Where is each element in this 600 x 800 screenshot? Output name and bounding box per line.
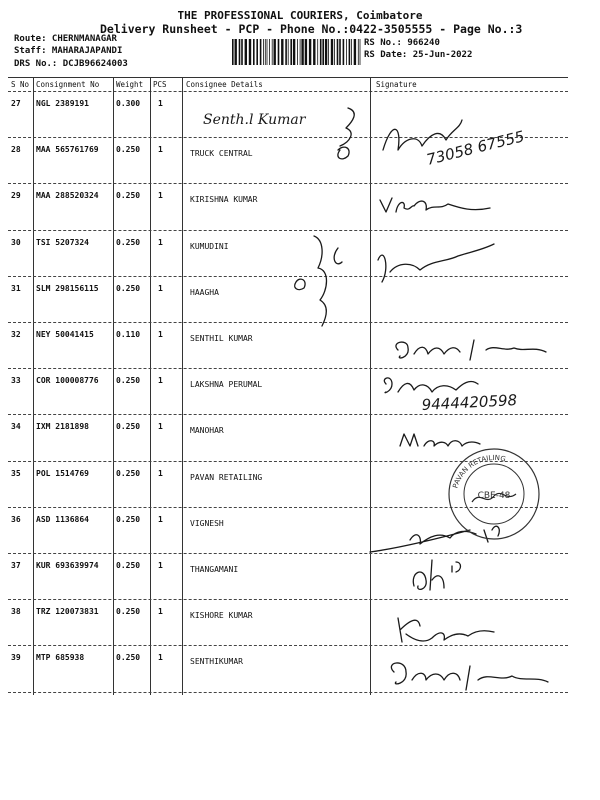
row-weight: 0.250 — [116, 607, 141, 617]
staff-label: Staff: MAHARAJAPANDI — [14, 46, 123, 56]
row-sno: 27 — [11, 99, 21, 108]
row-sno: 36 — [11, 514, 21, 524]
row-separator — [8, 230, 568, 231]
row-consignment: KUR 693639974 — [36, 561, 99, 570]
row-consignment: MTP 685938 — [36, 653, 85, 663]
row-consignment: TRZ 120073831 — [36, 607, 99, 617]
handwritten-phone-33: 9444420598 — [421, 391, 518, 414]
row-pcs: 1 — [158, 514, 163, 524]
row-consignee: SENTHIL KUMAR — [190, 334, 253, 343]
row-weight: 0.250 — [116, 514, 141, 524]
row-consignment: IXM 2181898 — [36, 422, 89, 432]
company-title: THE PROFESSIONAL COURIERS, Coimbatore — [177, 9, 423, 22]
row-consignment: ASD 1136864 — [36, 514, 89, 524]
row-consignee: KISHORE KUMAR — [190, 611, 253, 621]
col-divider — [150, 77, 151, 695]
row-sno: 31 — [11, 283, 21, 293]
row-consignee: KUMUDINI — [190, 241, 229, 251]
row-separator — [8, 645, 568, 646]
row-weight: 0.250 — [116, 145, 141, 155]
row-pcs: 1 — [158, 376, 163, 386]
row-consignee: SENTHIKUMAR — [190, 657, 243, 667]
col-sno: S No — [11, 80, 30, 89]
row-weight: 0.250 — [116, 283, 141, 293]
row-pcs: 1 — [158, 237, 163, 247]
rs-date: RS Date: 25-Jun-2022 — [364, 50, 473, 60]
row-pcs: 1 — [158, 422, 163, 432]
company-stamp — [446, 446, 542, 542]
col-divider — [182, 77, 183, 695]
row-weight: 0.250 — [116, 653, 141, 663]
barcode — [232, 39, 362, 65]
row-separator — [8, 599, 568, 600]
row-sno: 32 — [11, 330, 21, 339]
table-top-rule — [8, 77, 568, 78]
row-weight: 0.250 — [116, 422, 141, 432]
col-pcs: PCS — [153, 80, 167, 89]
row-weight: 0.250 — [116, 376, 141, 386]
row-consignee: VIGNESH — [190, 518, 224, 528]
row-pcs: 1 — [158, 561, 163, 570]
row-pcs: 1 — [158, 145, 163, 155]
row-sno: 34 — [11, 422, 21, 432]
row-weight: 0.250 — [116, 237, 141, 247]
row-separator — [8, 368, 568, 369]
row-consignment: MAA 288520324 — [36, 191, 99, 201]
row-consignment: MAA 565761769 — [36, 145, 99, 155]
handwritten-phone-28: 73058 67555 — [424, 127, 527, 169]
row-consignment: POL 1514769 — [36, 468, 89, 478]
row-weight: 0.250 — [116, 561, 141, 570]
col-divider — [113, 77, 114, 695]
drs-number: DRS No.: DCJB96624003 — [14, 59, 128, 69]
row-sno: 37 — [11, 561, 21, 570]
row-consignee: HAAGHA — [190, 287, 219, 297]
row-consignment: TSI 5207324 — [36, 237, 89, 247]
row-pcs: 1 — [158, 283, 163, 293]
row-sno: 30 — [11, 237, 21, 247]
row-consignment: NGL 2389191 — [36, 99, 89, 108]
stamp-text: PAVAN RETAILING — [451, 453, 507, 490]
handwritten-name-27: Senth.l Kumar — [203, 112, 306, 128]
col-divider — [370, 77, 371, 695]
row-separator — [8, 322, 568, 323]
row-consignee: KIRISHNA KUMAR — [190, 195, 258, 205]
row-pcs: 1 — [158, 99, 163, 108]
row-separator — [8, 137, 568, 138]
runsheet-subtitle: Delivery Runsheet - PCP - Phone No.:0422-3505555 - Page No.:3 — [100, 22, 523, 36]
col-consignee: Consignee Details — [186, 80, 263, 89]
row-consignee: MANOHAR — [190, 426, 224, 436]
row-separator — [8, 692, 568, 693]
col-consignment: Consignment No — [36, 80, 100, 89]
row-consignment: NEY 50041415 — [36, 330, 94, 339]
row-separator — [8, 553, 568, 554]
row-separator — [8, 414, 568, 415]
stamp-code: CBE-48 — [477, 491, 511, 501]
row-pcs: 1 — [158, 330, 163, 339]
route-label: Route: CHERNMANAGAR — [14, 34, 117, 44]
row-consignee: LAKSHNA PERUMAL — [190, 380, 263, 390]
row-weight: 0.250 — [116, 468, 141, 478]
row-consignee: THANGAMANI — [190, 565, 239, 574]
row-separator — [8, 276, 568, 277]
row-sno: 38 — [11, 607, 21, 617]
col-weight: Weight — [116, 80, 144, 89]
col-signature: Signature — [376, 80, 417, 89]
row-sno: 28 — [11, 145, 21, 155]
row-separator — [8, 183, 568, 184]
header-bottom-rule — [8, 91, 568, 92]
row-sno: 33 — [11, 376, 21, 386]
row-consignee: PAVAN RETAILING — [190, 472, 263, 482]
row-sno: 29 — [11, 191, 21, 201]
row-sno: 39 — [11, 653, 21, 663]
row-pcs: 1 — [158, 191, 163, 201]
row-pcs: 1 — [158, 653, 163, 663]
rs-number: RS No.: 966240 — [364, 38, 440, 48]
row-pcs: 1 — [158, 607, 163, 617]
row-weight: 0.300 — [116, 99, 141, 108]
row-sno: 35 — [11, 468, 21, 478]
row-pcs: 1 — [158, 468, 163, 478]
row-consignee: TRUCK CENTRAL — [190, 149, 253, 159]
row-weight: 0.250 — [116, 191, 141, 201]
row-consignment: COR 100008776 — [36, 376, 99, 386]
row-weight: 0.110 — [116, 330, 141, 339]
col-divider — [33, 77, 34, 695]
row-consignment: SLM 298156115 — [36, 283, 99, 293]
